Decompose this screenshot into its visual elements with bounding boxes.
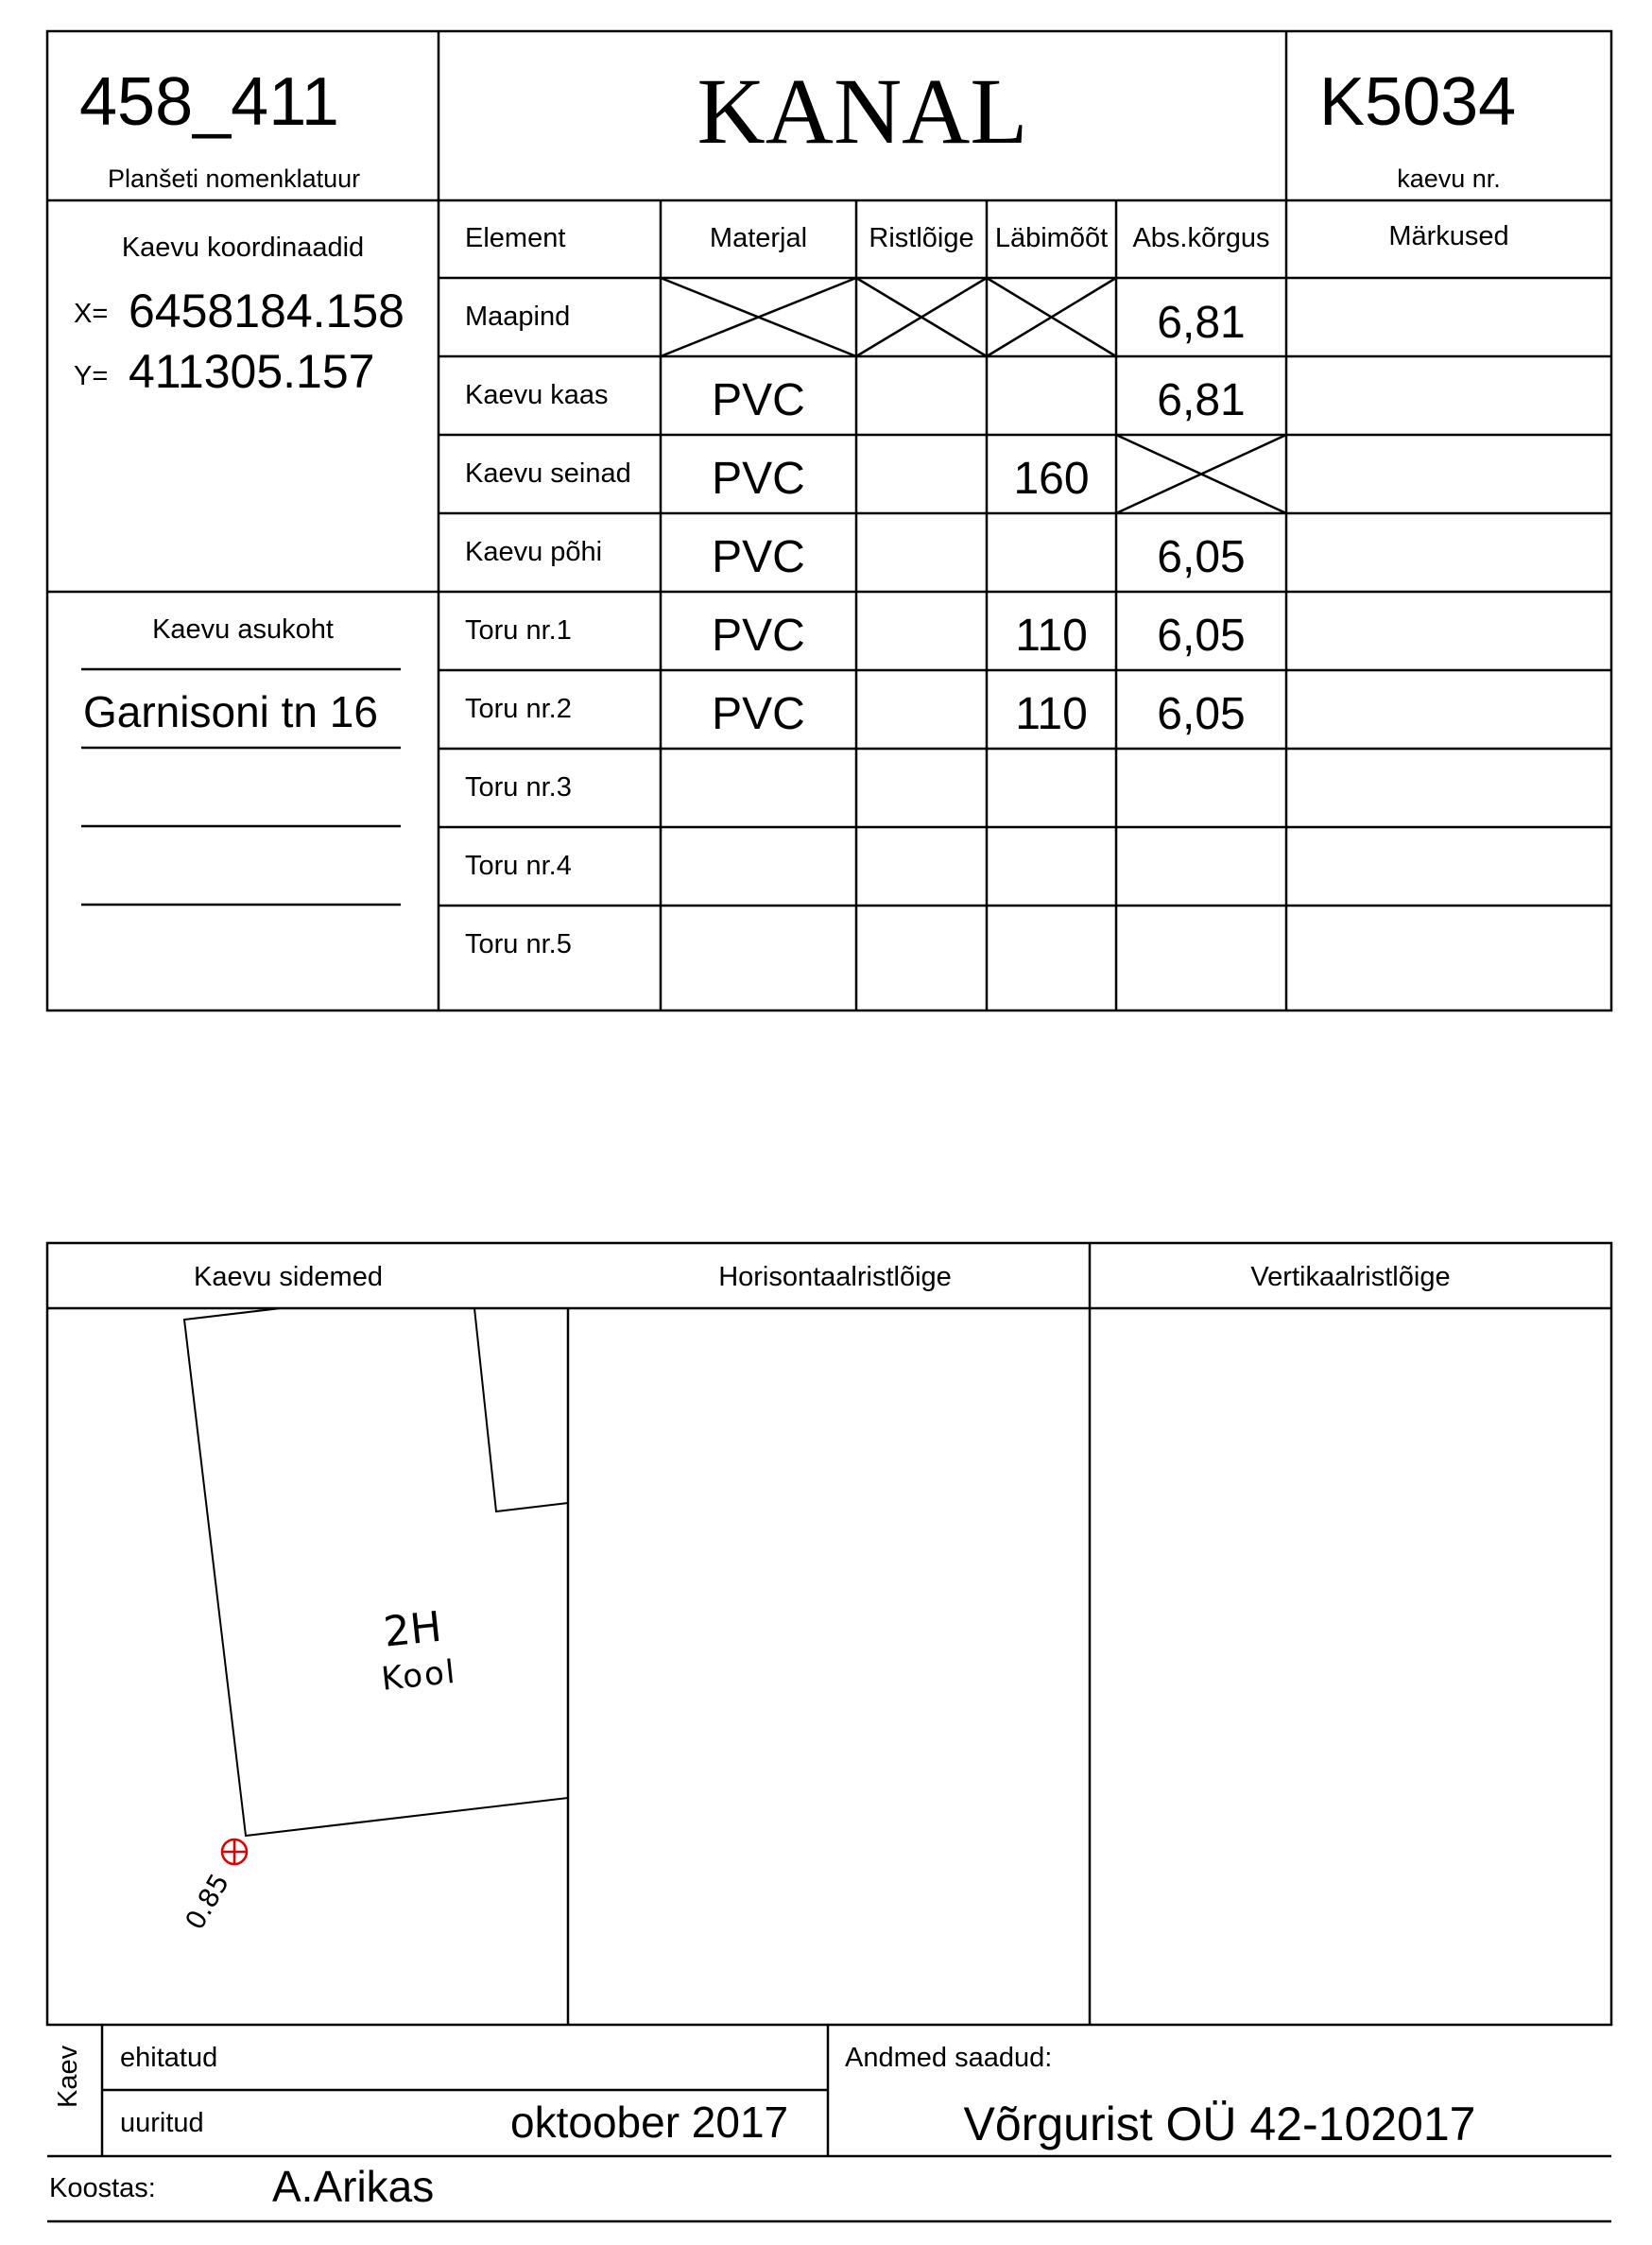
- row-height: 6,81: [1157, 375, 1246, 425]
- row-element: Toru nr.1: [465, 615, 572, 646]
- well-label: kaevu nr.: [1397, 164, 1501, 193]
- y-prefix: Y=: [74, 361, 109, 391]
- row-element: Maapind: [465, 302, 571, 332]
- row-element: Kaevu põhi: [465, 537, 603, 567]
- sketch-header-connections: Kaevu sidemed: [194, 1262, 383, 1292]
- row-material: PVC: [712, 689, 805, 739]
- coordinates-label: Kaevu koordinaadid: [121, 233, 365, 263]
- row-element: Kaevu seinad: [465, 458, 631, 489]
- row-element: Toru nr.5: [465, 929, 572, 959]
- header-notes: Märkused: [1388, 221, 1509, 251]
- source-label: Andmed saadud:: [845, 2043, 1053, 2073]
- surveyed-label: uuritud: [120, 2108, 204, 2138]
- header-cross-section: Ristlõige: [869, 223, 974, 253]
- sheet-label: Planšeti nomenklatuur: [108, 164, 361, 193]
- row-element: Toru nr.3: [465, 772, 572, 803]
- row-height: 6,81: [1157, 298, 1246, 348]
- row-diameter: 160: [1013, 454, 1090, 504]
- row-material: PVC: [712, 611, 805, 661]
- row-height: 6,05: [1157, 689, 1246, 739]
- x-coordinate: 6458184.158: [129, 285, 404, 337]
- row-element: Toru nr.2: [465, 694, 572, 724]
- y-coordinate: 411305.157: [129, 345, 375, 398]
- row-diameter: 110: [1015, 611, 1088, 661]
- author-name: A.Arikas: [272, 2162, 435, 2211]
- location-address: Garnisoni tn 16: [83, 687, 378, 736]
- source-value: Võrgurist OÜ 42-102017: [963, 2098, 1476, 2150]
- header-material: Materjal: [709, 223, 808, 253]
- built-label: ehitatud: [120, 2043, 218, 2073]
- sketch-header-horizontal: Horisontaalristlõige: [718, 1262, 952, 1292]
- author-label: Koostas:: [49, 2173, 156, 2203]
- row-material: PVC: [712, 532, 805, 582]
- row-element: Toru nr.4: [465, 851, 572, 881]
- row-material: PVC: [712, 375, 805, 425]
- page-title: KANAL: [697, 59, 1028, 164]
- building-outline: [184, 1308, 568, 1836]
- building-code: 2H: [381, 1602, 444, 1657]
- side-label: Kaev: [53, 2045, 83, 2108]
- manhole-marker-icon: [222, 1839, 247, 1864]
- building-name: Kool: [379, 1652, 459, 1699]
- header-diameter: Läbimõõt: [994, 223, 1109, 253]
- row-element: Kaevu kaas: [465, 380, 609, 410]
- location-label: Kaevu asukoht: [152, 614, 334, 645]
- sketch-header-vertical: Vertikaalristlõige: [1250, 1262, 1451, 1292]
- surveyed-date: oktoober 2017: [510, 2098, 789, 2147]
- x-prefix: X=: [74, 299, 109, 329]
- well-number: K5034: [1319, 64, 1517, 140]
- row-diameter: 110: [1015, 689, 1088, 739]
- distance-label: 0.85: [179, 1868, 236, 1935]
- header-element: Element: [465, 223, 566, 253]
- row-height: 6,05: [1157, 611, 1246, 661]
- row-material: PVC: [712, 454, 805, 504]
- header-abs-height: Abs.kõrgus: [1132, 223, 1270, 253]
- row-height: 6,05: [1157, 532, 1246, 582]
- sheet-number: 458_411: [79, 64, 339, 140]
